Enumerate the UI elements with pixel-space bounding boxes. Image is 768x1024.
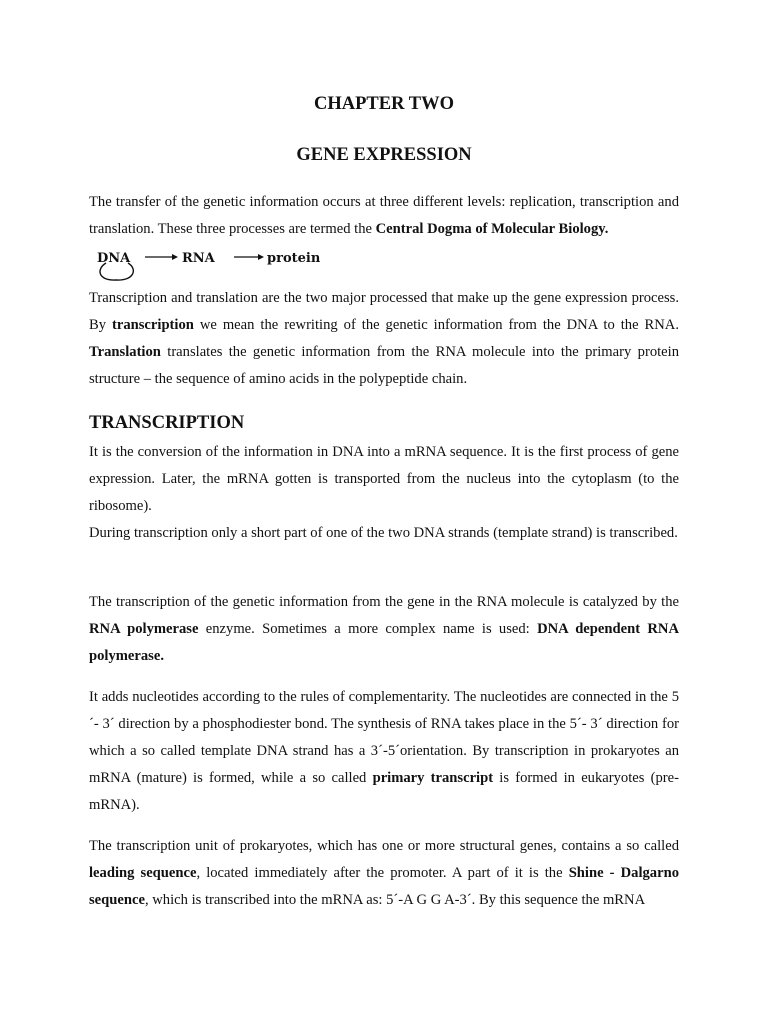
central-dogma-term: Central Dogma of Molecular Biology. [375, 221, 609, 237]
shine-dalgarno-term: Shine - Dalgarno sequence [89, 865, 679, 908]
unit-text-3: , which is transcribed into the mRNA as: 5´-A G G A-3´. By this sequence the mRNA [144, 892, 646, 908]
intro-paragraph [89, 189, 679, 243]
complementarity-paragraph [89, 684, 679, 819]
primary-transcript-term: primary transcript [372, 770, 494, 786]
complementarity-text-2: is formed in eukaryotes (pre-mRNA). [89, 770, 679, 813]
chapter-title: GENE EXPRESSION [296, 145, 472, 165]
dogma-rna-label: RNA [182, 251, 215, 266]
expression-text-2: we mean the rewriting of the genetic information from the DNA to the RNA. [193, 317, 679, 333]
template-strand-paragraph: During transcription only a short part of one of the two DNA strands (template strand) is transcribed. [89, 525, 678, 541]
central-dogma-diagram [96, 247, 341, 283]
expression-text-1: Transcription and translation are the two major processed that make up the gene expression process. By [89, 290, 679, 333]
rna-polymerase-paragraph [89, 589, 679, 670]
transcription-definition-paragraph: It is the conversion of the information in DNA into a mRNA sequence. It is the first process of gene expression. Later, the mRNA gotten is transported from the nucleus into the cytoplasm (to the ribosome). [89, 444, 679, 514]
unit-text-1: The transcription unit of prokaryotes, which has one or more structural genes, contains a so called [89, 838, 679, 854]
transcription-term: transcription [112, 317, 194, 333]
transcription-unit-paragraph [89, 833, 679, 914]
leading-sequence-term: leading sequence [89, 865, 197, 881]
expression-text-3: translates the genetic information from the RNA molecule into the primary protein structure – the sequence of amino acids in the polypeptide chain. [89, 344, 679, 387]
polymerase-text-1: The transcription of the genetic information from the gene in the RNA molecule is catalyzed by the [89, 594, 679, 610]
rna-to-protein-arrowhead [258, 254, 264, 260]
polymerase-text-2: enzyme. Sometimes a more complex name is used: [198, 621, 538, 637]
complementarity-text-1: It adds nucleotides according to the rules of complementarity. The nucleotides are connected in the 5´- 3´ direction by a phosphodiester bond. The synthesis of RNA takes place in the 5´- 3´ direction for which a so called template DNA strand has a 3´-5´orientation. By transcription in prokaryotes an mRNA (mature) is formed, while a so called [89, 689, 679, 786]
rna-polymerase-term: RNA polymerase [89, 621, 199, 637]
dogma-dna-label: DNA [97, 251, 131, 266]
intro-text: The transfer of the genetic information occurs at three different levels: replication, transcription and translation. These three processes are termed the [89, 194, 679, 237]
dna-dependent-rna-polymerase-term: DNA dependent RNA polymerase. [89, 621, 679, 664]
translation-term: Translation [89, 344, 161, 360]
unit-text-2: , located immediately after the promoter. A part of it is the [196, 865, 569, 881]
dogma-protein-label: protein [267, 251, 321, 266]
chapter-number: CHAPTER TWO [314, 94, 454, 114]
gene-expression-paragraph [89, 285, 679, 393]
dna-to-rna-arrowhead [172, 254, 178, 260]
section-heading-transcription: TRANSCRIPTION [89, 413, 245, 433]
